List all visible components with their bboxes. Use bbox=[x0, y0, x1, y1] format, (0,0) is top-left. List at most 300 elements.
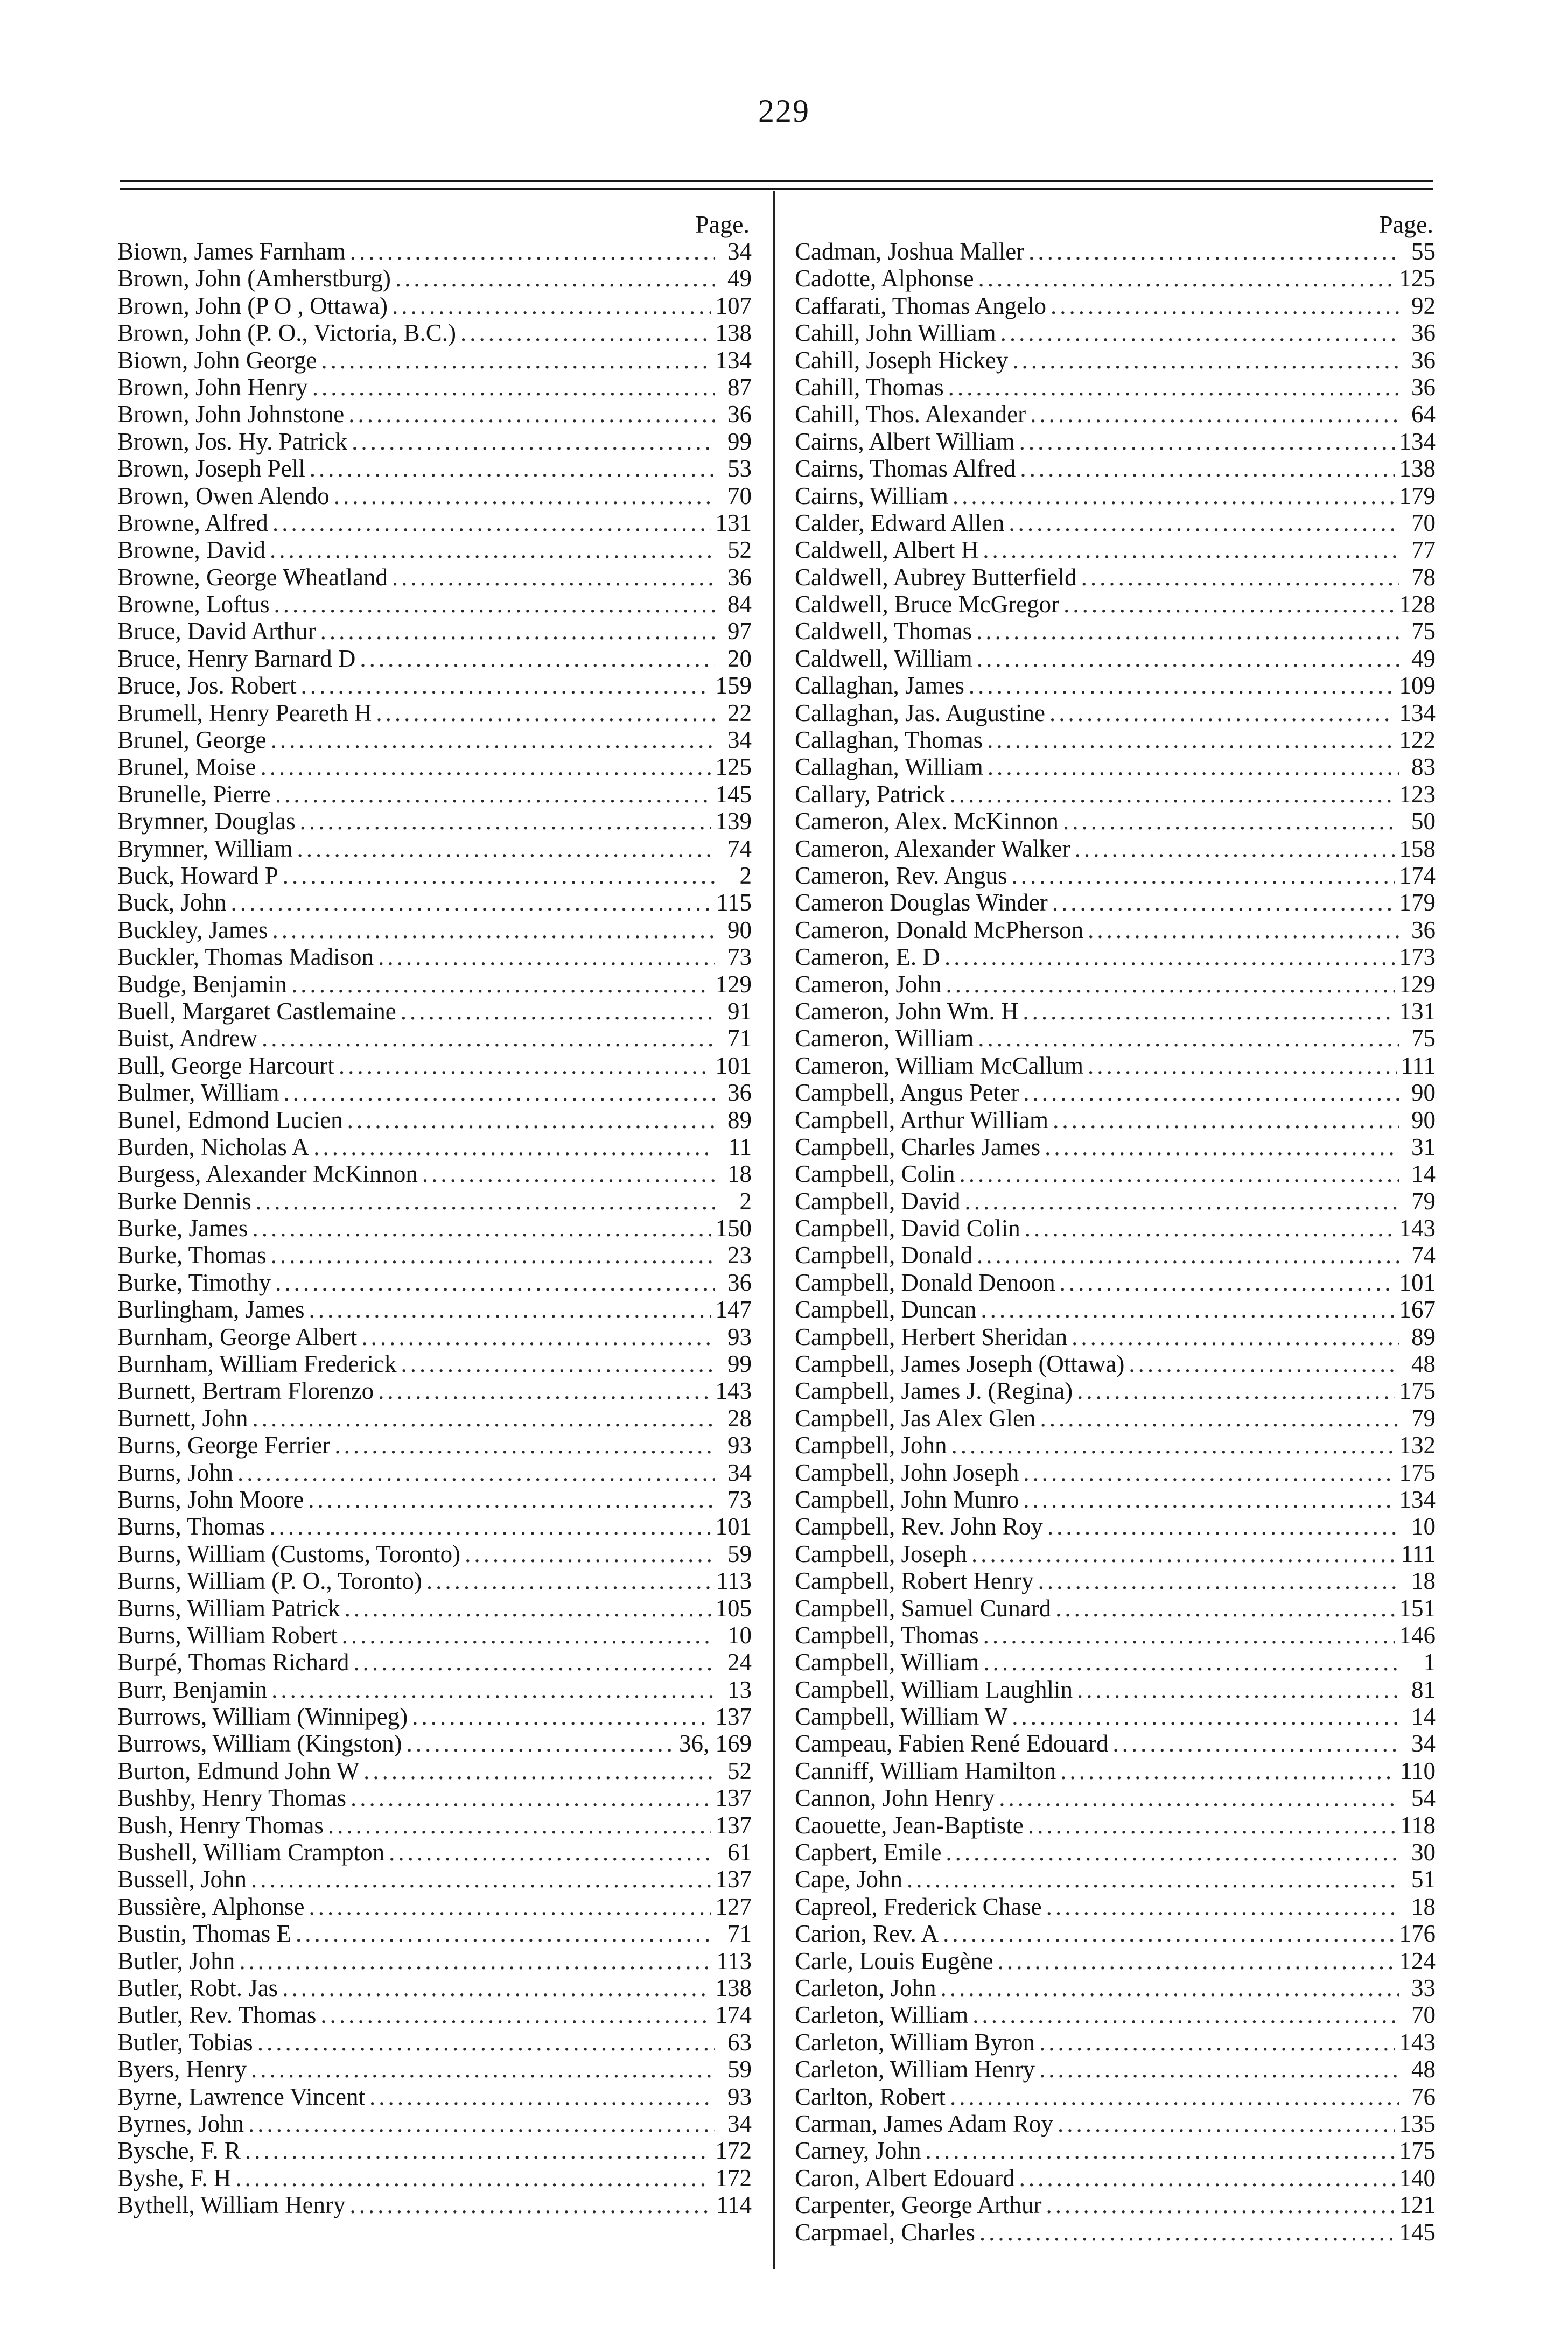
entry-page-number: 36 bbox=[727, 401, 752, 428]
dot-leader bbox=[282, 1974, 711, 2001]
index-entry bbox=[795, 1920, 1436, 1947]
entry-name: Burke, Timothy bbox=[117, 1269, 271, 1296]
entry-name: Brunelle, Pierre bbox=[117, 780, 271, 808]
dot-leader bbox=[964, 1188, 1399, 1215]
entry-page-number: 76 bbox=[1411, 2083, 1436, 2110]
dot-leader bbox=[320, 2001, 711, 2028]
entry-page-number: 93 bbox=[727, 1432, 752, 1459]
index-entry bbox=[795, 1784, 1436, 1811]
entry-name: Calder, Edward Allen bbox=[795, 509, 1005, 536]
dot-leader bbox=[239, 1948, 712, 1974]
dot-leader bbox=[1112, 1730, 1399, 1757]
dot-leader bbox=[978, 1025, 1399, 1052]
entry-name: Campbell, Jas Alex Glen bbox=[795, 1404, 1036, 1432]
entry-page-number: 127 bbox=[715, 1893, 752, 1920]
entry-page-number: 2 bbox=[739, 862, 752, 889]
entry-name: Bush, Henry Thomas bbox=[117, 1811, 324, 1839]
entry-page-number: 138 bbox=[715, 1974, 752, 2001]
dot-leader bbox=[972, 2001, 1399, 2028]
dot-leader bbox=[1030, 401, 1399, 428]
entry-name: Brown, Jos. Hy. Patrick bbox=[117, 428, 348, 455]
index-entry bbox=[117, 835, 752, 862]
entry-name: Carney, John bbox=[795, 2137, 921, 2165]
index-entry bbox=[795, 1052, 1436, 1079]
index-entry bbox=[117, 2191, 752, 2218]
dot-leader bbox=[983, 536, 1399, 563]
entry-name: Caldwell, Thomas bbox=[795, 618, 972, 645]
entry-name: Carman, James Adam Roy bbox=[795, 2110, 1053, 2137]
entry-page-number: 131 bbox=[715, 509, 752, 536]
dot-leader bbox=[334, 1432, 715, 1459]
entry-name: Cahill, Thos. Alexander bbox=[795, 401, 1026, 428]
index-entry bbox=[795, 1649, 1436, 1676]
index-entry bbox=[117, 2165, 752, 2191]
entry-page-number: 134 bbox=[1399, 1486, 1436, 1513]
entry-page-number: 137 bbox=[715, 1811, 752, 1839]
index-entry bbox=[117, 1377, 752, 1404]
entry-name: Bussell, John bbox=[117, 1866, 247, 1893]
index-entry bbox=[795, 1323, 1436, 1350]
dot-leader bbox=[300, 808, 711, 835]
index-entry bbox=[795, 1948, 1436, 1974]
entry-page-number: 48 bbox=[1411, 2056, 1436, 2083]
entry-name: Brunel, George bbox=[117, 726, 267, 754]
dot-leader bbox=[309, 1893, 711, 1920]
index-entry bbox=[117, 1839, 752, 1866]
entry-name: Burke, Thomas bbox=[117, 1242, 267, 1269]
entry-name: Caldwell, Bruce McGregor bbox=[795, 591, 1060, 618]
index-entry bbox=[117, 428, 752, 455]
entry-page-number: 159 bbox=[715, 672, 752, 699]
entry-name: Brown, John (P O , Ottawa) bbox=[117, 292, 388, 319]
entry-name: Buck, Howard P bbox=[117, 862, 278, 889]
entry-name: Cameron, Donald McPherson bbox=[795, 916, 1084, 943]
entry-name: Burns, William (Customs, Toronto) bbox=[117, 1540, 461, 1567]
index-entry bbox=[795, 1540, 1436, 1567]
index-entry bbox=[795, 1676, 1436, 1703]
entry-page-number: 71 bbox=[727, 1920, 752, 1948]
index-entry bbox=[117, 1676, 752, 1703]
dot-leader bbox=[395, 265, 715, 292]
entry-page-number: 138 bbox=[1399, 455, 1436, 482]
entry-name: Callaghan, James bbox=[795, 672, 964, 699]
dot-leader bbox=[1025, 1215, 1395, 1242]
index-entry bbox=[795, 1107, 1436, 1133]
dot-leader bbox=[251, 1866, 711, 1893]
entry-name: Byers, Henry bbox=[117, 2056, 247, 2083]
index-entry bbox=[795, 1486, 1436, 1513]
entry-page-number: 146 bbox=[1399, 1621, 1436, 1649]
entry-page-number: 52 bbox=[727, 1757, 752, 1784]
dot-leader bbox=[378, 1377, 711, 1404]
index-entry bbox=[117, 971, 752, 998]
entry-name: Burr, Benjamin bbox=[117, 1676, 268, 1703]
dot-leader bbox=[251, 2056, 715, 2083]
entry-name: Brown, John Henry bbox=[117, 373, 308, 401]
entry-name: Burke Dennis bbox=[117, 1187, 251, 1215]
dot-leader bbox=[978, 265, 1395, 292]
entry-page-number: 134 bbox=[1399, 699, 1436, 726]
entry-page-number: 113 bbox=[716, 1947, 752, 1974]
index-entry bbox=[117, 1920, 752, 1947]
dot-leader bbox=[269, 1513, 711, 1540]
index-entry bbox=[117, 753, 752, 780]
index-entry bbox=[117, 2029, 752, 2056]
entry-name: Burlingham, James bbox=[117, 1296, 305, 1323]
entry-page-number: 48 bbox=[1411, 1350, 1436, 1378]
entry-page-number: 59 bbox=[727, 2056, 752, 2083]
entry-name: Campbell, Donald Denoon bbox=[795, 1269, 1055, 1296]
index-entry bbox=[117, 943, 752, 970]
entry-name: Cameron, Rev. Angus bbox=[795, 862, 1007, 889]
entry-page-number: 158 bbox=[1399, 835, 1436, 862]
index-entry bbox=[795, 1377, 1436, 1404]
dot-leader bbox=[1049, 699, 1395, 726]
entry-name: Campeau, Fabien René Edouard bbox=[795, 1730, 1109, 1757]
dot-leader bbox=[313, 1133, 715, 1160]
dot-leader bbox=[999, 1784, 1399, 1811]
entry-name: Carion, Rev. A bbox=[795, 1920, 939, 1948]
entry-name: Brown, Joseph Pell bbox=[117, 455, 305, 482]
entry-name: Campbell, David bbox=[795, 1187, 961, 1215]
index-entry bbox=[117, 1866, 752, 1893]
entry-name: Cameron, E. D bbox=[795, 943, 940, 971]
dot-leader bbox=[339, 1052, 711, 1079]
dot-leader bbox=[979, 2219, 1395, 2246]
dot-leader bbox=[977, 1242, 1399, 1269]
dot-leader bbox=[1023, 1459, 1395, 1486]
entry-page-number: 101 bbox=[715, 1513, 752, 1540]
entry-name: Callaghan, Jas. Augustine bbox=[795, 699, 1045, 726]
dot-leader bbox=[907, 1866, 1399, 1893]
index-entry bbox=[117, 1757, 752, 1784]
entry-name: Carpmael, Charles bbox=[795, 2218, 975, 2246]
entry-name: Caldwell, Albert H bbox=[795, 536, 979, 564]
dot-leader bbox=[271, 1242, 715, 1269]
index-entry bbox=[117, 536, 752, 563]
entry-name: Cahill, John William bbox=[795, 319, 996, 347]
dot-leader bbox=[943, 1920, 1395, 1947]
entry-name: Browne, Alfred bbox=[117, 509, 268, 536]
entry-name: Campbell, Rev. John Roy bbox=[795, 1513, 1043, 1540]
entry-page-number: 172 bbox=[715, 2164, 752, 2191]
entry-name: Butler, Tobias bbox=[117, 2028, 253, 2056]
index-entry bbox=[117, 1432, 752, 1459]
entry-name: Brown, John Johnstone bbox=[117, 401, 345, 428]
index-entry bbox=[795, 1893, 1436, 1920]
dot-leader bbox=[1052, 889, 1395, 916]
entry-name: Bushby, Henry Thomas bbox=[117, 1784, 346, 1812]
index-entry bbox=[795, 401, 1436, 428]
entry-page-number: 75 bbox=[1411, 618, 1436, 645]
dot-leader bbox=[350, 2191, 712, 2218]
dot-leader bbox=[321, 347, 711, 374]
entry-page-number: 151 bbox=[1399, 1594, 1436, 1622]
index-entry bbox=[795, 1296, 1436, 1323]
entry-page-number: 61 bbox=[727, 1839, 752, 1866]
entry-page-number: 125 bbox=[715, 753, 752, 781]
index-entry bbox=[117, 618, 752, 645]
entry-page-number: 90 bbox=[727, 916, 752, 943]
entry-name: Cairns, Thomas Alfred bbox=[795, 455, 1016, 482]
index-entry bbox=[795, 1839, 1436, 1866]
entry-name: Bruce, Henry Barnard D bbox=[117, 645, 356, 672]
entry-name: Carleton, William bbox=[795, 2001, 969, 2029]
entry-page-number: 137 bbox=[715, 1784, 752, 1812]
index-entry bbox=[795, 374, 1436, 401]
entry-page-number: 167 bbox=[1399, 1296, 1436, 1323]
entry-page-number: 24 bbox=[727, 1649, 752, 1676]
dot-leader bbox=[998, 1948, 1395, 1974]
dot-leader bbox=[1060, 1269, 1395, 1296]
index-entry bbox=[795, 265, 1436, 292]
entry-name: Budge, Benjamin bbox=[117, 970, 287, 998]
entry-name: Bustin, Thomas E bbox=[117, 1920, 291, 1948]
index-column-right bbox=[795, 211, 1436, 2246]
entry-page-number: 52 bbox=[727, 536, 752, 564]
entry-page-number: 49 bbox=[1411, 645, 1436, 672]
entry-page-number: 36 bbox=[1411, 346, 1436, 374]
entry-name: Campbell, David Colin bbox=[795, 1215, 1020, 1242]
entry-name: Capbert, Emile bbox=[795, 1839, 942, 1866]
entry-name: Bythell, William Henry bbox=[117, 2191, 346, 2219]
entry-page-number: 33 bbox=[1411, 1974, 1436, 2001]
entry-page-number: 125 bbox=[1399, 265, 1436, 292]
index-entry bbox=[795, 1025, 1436, 1052]
entry-name: Carleton, William Henry bbox=[795, 2056, 1035, 2083]
index-entry bbox=[117, 1350, 752, 1377]
index-entry bbox=[117, 482, 752, 509]
dot-leader bbox=[988, 753, 1399, 780]
index-entry bbox=[117, 1188, 752, 1215]
entry-page-number: 173 bbox=[1399, 943, 1436, 971]
entry-list-left bbox=[117, 238, 752, 2219]
entry-page-number: 89 bbox=[727, 1106, 752, 1133]
entry-name: Byshe, F. H bbox=[117, 2164, 232, 2191]
entry-name: Caffarati, Thomas Angelo bbox=[795, 292, 1046, 319]
entry-page-number: 14 bbox=[1411, 1160, 1436, 1188]
entry-name: Burnett, John bbox=[117, 1404, 248, 1432]
index-entry bbox=[795, 699, 1436, 726]
entry-name: Biown, John George bbox=[117, 346, 317, 374]
index-entry bbox=[795, 319, 1436, 346]
dot-leader bbox=[1012, 1703, 1399, 1730]
dot-leader bbox=[320, 618, 715, 645]
index-entry bbox=[117, 672, 752, 699]
entry-page-number: 36 bbox=[1411, 319, 1436, 347]
entry-page-number: 124 bbox=[1399, 1947, 1436, 1974]
entry-name: Campbell, John Joseph bbox=[795, 1459, 1019, 1486]
entry-page-number: 36 bbox=[727, 1079, 752, 1107]
index-entry bbox=[795, 889, 1436, 916]
entry-name: Butler, Robt. Jas bbox=[117, 1974, 278, 2001]
top-rule-secondary bbox=[120, 188, 1433, 190]
entry-name: Campbell, Herbert Sheridan bbox=[795, 1323, 1068, 1350]
entry-page-number: 134 bbox=[1399, 428, 1436, 455]
entry-name: Byrne, Lawrence Vincent bbox=[117, 2083, 366, 2110]
dot-leader bbox=[328, 1812, 711, 1839]
dot-leader bbox=[1046, 1893, 1399, 1920]
dot-leader bbox=[946, 1839, 1399, 1866]
entry-name: Cameron, William bbox=[795, 1025, 974, 1052]
dot-leader bbox=[1088, 916, 1399, 943]
entry-name: Bull, George Harcourt bbox=[117, 1052, 334, 1079]
dot-leader bbox=[248, 2110, 715, 2137]
entry-name: Buell, Margaret Castlemaine bbox=[117, 997, 396, 1025]
entry-name: Burrows, William (Winnipeg) bbox=[117, 1703, 408, 1731]
index-entry bbox=[117, 401, 752, 428]
dot-leader bbox=[350, 238, 715, 265]
entry-name: Callaghan, Thomas bbox=[795, 726, 983, 754]
dot-leader bbox=[272, 916, 715, 943]
index-entry bbox=[117, 1784, 752, 1811]
entry-name: Brown, John (P. O., Victoria, B.C.) bbox=[117, 319, 456, 347]
entry-page-number: 179 bbox=[1399, 482, 1436, 509]
entry-page-number: 92 bbox=[1411, 292, 1436, 319]
entry-page-number: 1 bbox=[1423, 1649, 1436, 1676]
dot-leader bbox=[1077, 1676, 1399, 1703]
entry-page-number: 13 bbox=[727, 1676, 752, 1703]
index-entry bbox=[795, 347, 1436, 374]
index-entry bbox=[117, 1052, 752, 1079]
entry-name: Bunel, Edmond Lucien bbox=[117, 1106, 343, 1133]
index-entry bbox=[795, 1350, 1436, 1377]
index-entry bbox=[117, 292, 752, 319]
index-entry bbox=[117, 1595, 752, 1622]
column-divider bbox=[773, 191, 775, 2269]
entry-name: Campbell, James J. (Regina) bbox=[795, 1377, 1073, 1405]
entry-name: Campbell, Angus Peter bbox=[795, 1079, 1019, 1107]
entry-name: Burnham, George Albert bbox=[117, 1323, 358, 1350]
index-entry bbox=[117, 1893, 752, 1920]
column-header-page: Page. bbox=[695, 211, 750, 238]
dot-leader bbox=[1129, 1350, 1399, 1377]
dot-leader bbox=[1063, 808, 1399, 835]
entry-name: Cameron, John bbox=[795, 970, 942, 998]
index-entry bbox=[795, 1513, 1436, 1540]
index-entry bbox=[117, 509, 752, 536]
entry-page-number: 109 bbox=[1399, 672, 1436, 699]
index-entry bbox=[117, 1622, 752, 1649]
entry-page-number: 79 bbox=[1411, 1187, 1436, 1215]
entry-name: Cairns, Albert William bbox=[795, 428, 1015, 455]
entry-name: Burke, James bbox=[117, 1215, 248, 1242]
entry-name: Campbell, Robert Henry bbox=[795, 1567, 1034, 1595]
dot-leader bbox=[237, 1459, 715, 1486]
index-entry bbox=[795, 1595, 1436, 1622]
dot-leader bbox=[426, 1567, 712, 1594]
entry-name: Campbell, Colin bbox=[795, 1160, 955, 1188]
entry-page-number: 93 bbox=[727, 1323, 752, 1350]
entry-page-number: 175 bbox=[1399, 1377, 1436, 1405]
entry-name: Cape, John bbox=[795, 1866, 902, 1893]
dot-leader bbox=[253, 1405, 716, 1432]
entry-name: Campbell, Charles James bbox=[795, 1133, 1041, 1160]
index-entry bbox=[117, 1323, 752, 1350]
dot-leader bbox=[1023, 998, 1395, 1025]
dot-leader bbox=[1046, 2191, 1395, 2218]
dot-leader bbox=[401, 1350, 716, 1377]
entry-page-number: 70 bbox=[1411, 2001, 1436, 2029]
entry-page-number: 63 bbox=[727, 2028, 752, 2056]
entry-page-number: 110 bbox=[1400, 1757, 1436, 1784]
column-header-page: Page. bbox=[1379, 211, 1433, 238]
index-entry bbox=[795, 564, 1436, 591]
entry-name: Biown, James Farnham bbox=[117, 238, 346, 265]
index-entry bbox=[795, 2219, 1436, 2246]
dot-leader bbox=[352, 428, 715, 455]
entry-page-number: 49 bbox=[727, 265, 752, 292]
entry-name: Browne, David bbox=[117, 536, 265, 564]
entry-page-number: 54 bbox=[1411, 1784, 1436, 1812]
entry-name: Cameron, Alexander Walker bbox=[795, 835, 1070, 862]
dot-leader bbox=[951, 1432, 1395, 1459]
index-entry bbox=[117, 998, 752, 1025]
entry-page-number: 36 bbox=[1411, 373, 1436, 401]
index-entry bbox=[117, 1486, 752, 1513]
entry-page-number: 123 bbox=[1399, 780, 1436, 808]
index-entry bbox=[795, 1079, 1436, 1106]
dot-leader bbox=[235, 2165, 711, 2191]
entry-name: Bruce, David Arthur bbox=[117, 618, 316, 645]
index-entry bbox=[795, 2029, 1436, 2056]
entry-name: Burns, William Robert bbox=[117, 1621, 338, 1649]
entry-name: Browne, Loftus bbox=[117, 591, 270, 618]
dot-leader bbox=[360, 645, 715, 672]
entry-page-number: 84 bbox=[727, 591, 752, 618]
dot-leader bbox=[976, 618, 1399, 645]
dot-leader bbox=[1020, 455, 1395, 482]
entry-name: Brown, Owen Alendo bbox=[117, 482, 330, 509]
entry-page-number: 70 bbox=[727, 482, 752, 509]
entry-page-number: 137 bbox=[715, 1703, 752, 1731]
entry-name: Canniff, William Hamilton bbox=[795, 1757, 1056, 1784]
entry-name: Butler, Rev. Thomas bbox=[117, 2001, 317, 2029]
entry-page-number: 18 bbox=[1411, 1567, 1436, 1595]
index-entry bbox=[795, 2001, 1436, 2028]
dot-leader bbox=[983, 1649, 1399, 1676]
index-entry bbox=[795, 2137, 1436, 2164]
entry-name: Campbell, John Munro bbox=[795, 1486, 1019, 1513]
index-entry bbox=[117, 1269, 752, 1296]
entry-page-number: 129 bbox=[1399, 970, 1436, 998]
dot-leader bbox=[297, 835, 715, 862]
dot-leader bbox=[1012, 347, 1399, 374]
index-entry bbox=[117, 1513, 752, 1540]
dot-leader bbox=[946, 971, 1395, 998]
index-entry bbox=[795, 943, 1436, 970]
entry-page-number: 150 bbox=[715, 1215, 752, 1242]
entry-name: Buck, John bbox=[117, 889, 227, 916]
dot-leader bbox=[1028, 1812, 1396, 1839]
index-entry bbox=[795, 1567, 1436, 1594]
entry-name: Campbell, James Joseph (Ottawa) bbox=[795, 1350, 1125, 1378]
index-entry bbox=[117, 726, 752, 753]
entry-name: Carleton, William Byron bbox=[795, 2028, 1035, 2056]
entry-name: Campbell, Thomas bbox=[795, 1621, 979, 1649]
index-entry bbox=[795, 482, 1436, 509]
entry-page-number: 74 bbox=[1411, 1242, 1436, 1269]
entry-name: Cannon, John Henry bbox=[795, 1784, 995, 1812]
entry-page-number: 74 bbox=[727, 835, 752, 862]
entry-page-number: 23 bbox=[727, 1242, 752, 1269]
entry-name: Campbell, William Laughlin bbox=[795, 1676, 1073, 1703]
entry-page-number: 129 bbox=[715, 970, 752, 998]
entry-page-number: 107 bbox=[715, 292, 752, 319]
index-entry bbox=[795, 916, 1436, 943]
index-entry bbox=[795, 1160, 1436, 1187]
dot-leader bbox=[284, 1079, 715, 1106]
